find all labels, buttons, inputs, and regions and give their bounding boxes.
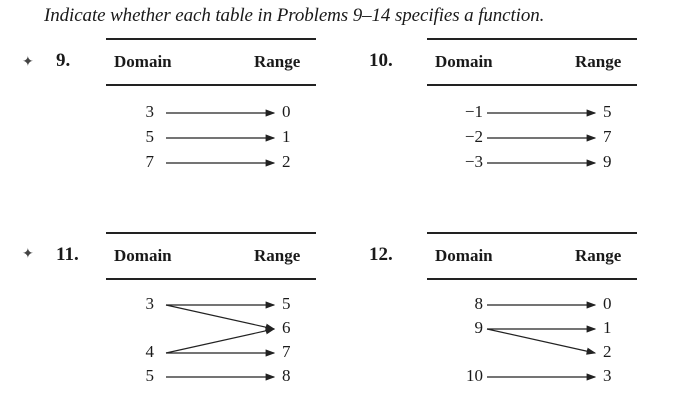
range-value: 7 bbox=[282, 342, 291, 361]
range-value: 1 bbox=[282, 127, 291, 146]
domain-value: 7 bbox=[145, 152, 154, 171]
range-header: Range bbox=[575, 52, 622, 71]
domain-value: 4 bbox=[145, 342, 154, 361]
range-value: 1 bbox=[603, 318, 612, 337]
domain-header: Domain bbox=[435, 246, 493, 265]
mapping-arrows bbox=[427, 232, 687, 392]
problem-11 bbox=[56, 232, 366, 385]
problem-number: 9. bbox=[56, 50, 71, 71]
mapping-arrows bbox=[106, 38, 366, 188]
range-value: 0 bbox=[282, 102, 291, 121]
mapping-arrow bbox=[487, 329, 595, 353]
range-value: 9 bbox=[603, 152, 612, 171]
domain-value: −3 bbox=[464, 152, 483, 171]
pencil-mark-icon: ✦ bbox=[22, 54, 34, 70]
problem-number: 10. bbox=[369, 50, 393, 71]
range-value: 3 bbox=[603, 366, 612, 385]
mapping-arrow bbox=[166, 305, 274, 329]
domain-value: 3 bbox=[145, 102, 154, 121]
domain-value: 5 bbox=[145, 127, 154, 146]
domain-value: 5 bbox=[145, 366, 154, 385]
domain-value: 8 bbox=[474, 294, 483, 313]
range-value: 0 bbox=[603, 294, 612, 313]
mapping-arrows bbox=[427, 38, 687, 188]
problem-number: 11. bbox=[56, 244, 79, 265]
domain-value: 3 bbox=[145, 294, 154, 313]
domain-header: Domain bbox=[435, 52, 493, 71]
instruction-text: Indicate whether each table in Problems 9–14 specifies a function. bbox=[44, 5, 545, 26]
problem-9 bbox=[56, 38, 366, 188]
pencil-mark-icon: ✦ bbox=[22, 246, 34, 262]
mapping-arrow bbox=[166, 329, 274, 353]
range-value: 2 bbox=[282, 152, 291, 171]
mapping-arrows bbox=[106, 232, 366, 392]
range-value: 5 bbox=[282, 294, 291, 313]
domain-header: Domain bbox=[114, 246, 172, 265]
range-value: 6 bbox=[282, 318, 291, 337]
problem-12 bbox=[369, 232, 687, 385]
range-header: Range bbox=[254, 246, 301, 265]
range-header: Range bbox=[254, 52, 301, 71]
problem-10 bbox=[369, 38, 687, 188]
domain-header: Domain bbox=[114, 52, 172, 71]
problem-number: 12. bbox=[369, 244, 393, 265]
range-value: 2 bbox=[603, 342, 612, 361]
range-value: 7 bbox=[603, 127, 612, 146]
domain-value: 10 bbox=[466, 366, 483, 385]
domain-value: −1 bbox=[464, 102, 483, 121]
range-header: Range bbox=[575, 246, 622, 265]
range-value: 8 bbox=[282, 366, 291, 385]
domain-value: 9 bbox=[474, 318, 483, 337]
domain-value: −2 bbox=[464, 127, 483, 146]
range-value: 5 bbox=[603, 102, 612, 121]
